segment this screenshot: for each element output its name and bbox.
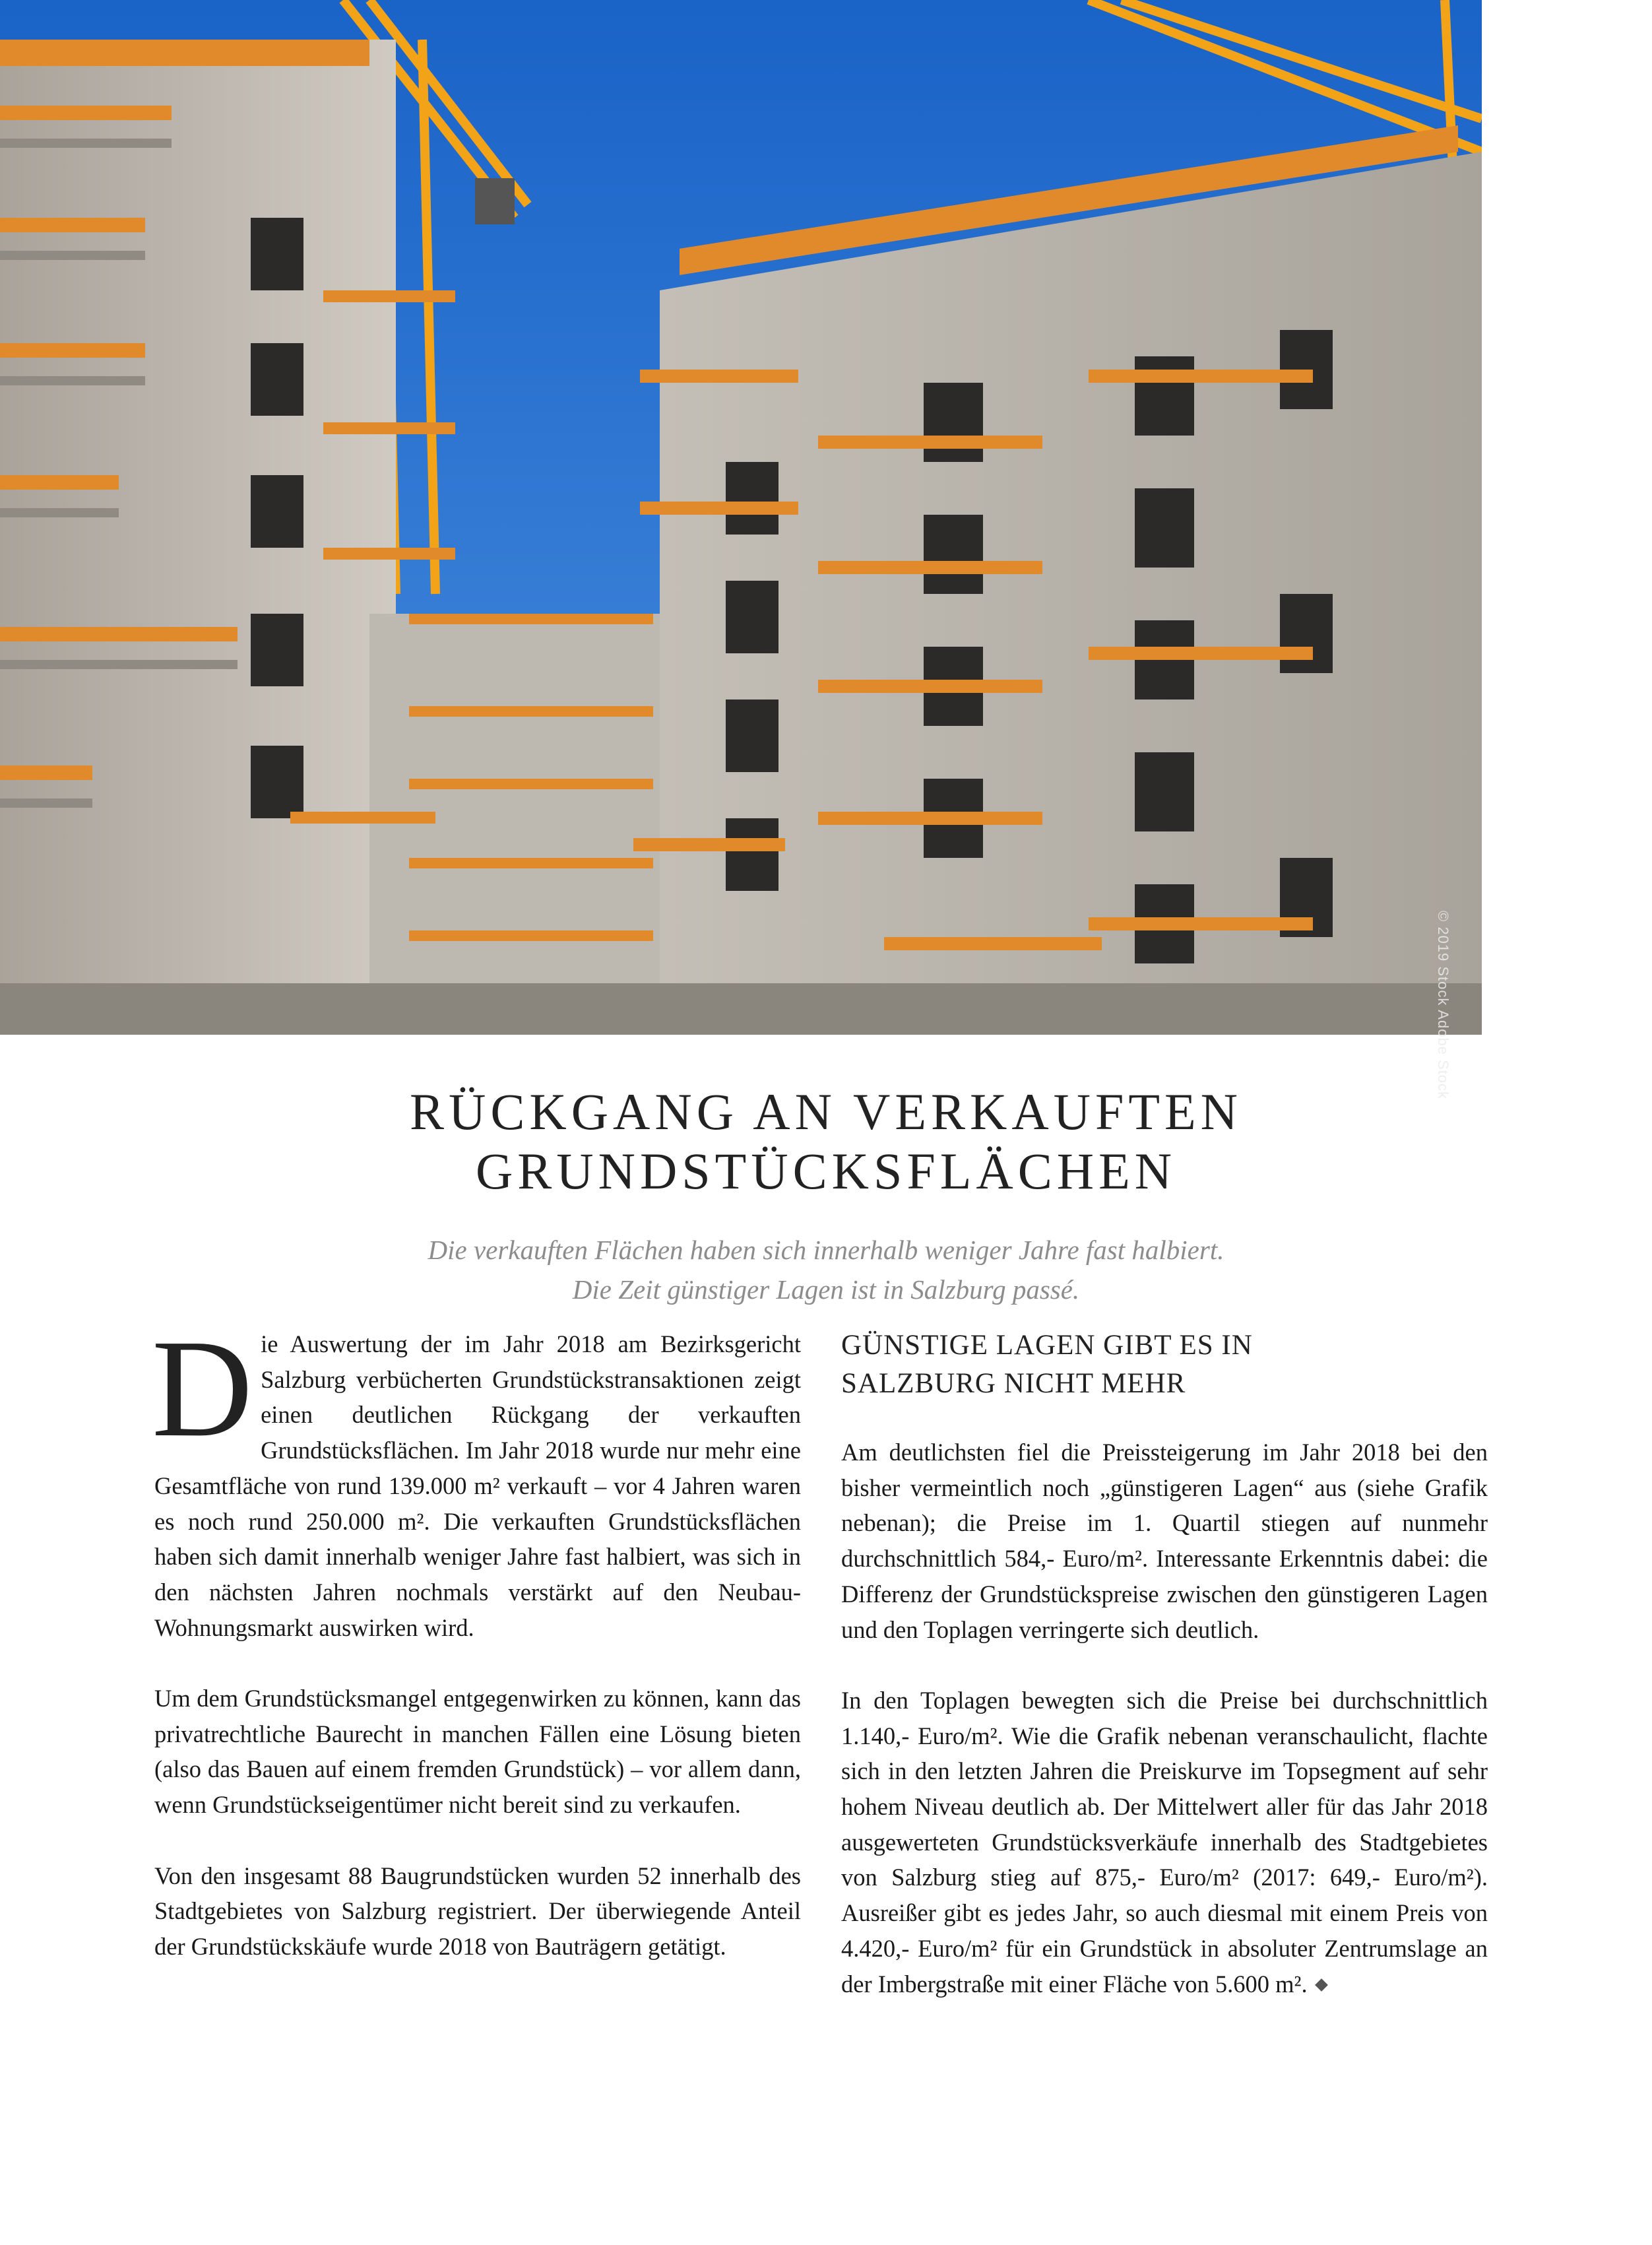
left-paragraph-3: Von den insgesamt 88 Baugrundstücken wurden 52 innerhalb des Stadtgebietes von Salzburg registriert. Der überwiegende Anteil der Grundstückskäufe wurde 2018 von Bauträgern getätigt. [154,1862,801,1960]
left-paragraph-2: Um dem Grundstücksmangel entgegenwirken zu können, kann das privatrechtliche Baurecht in manchen Fällen eine Lösung bieten (also das Bauen auf einem fremden Grundstück) – vor allem dann, wenn Grundstückseigentümer nicht bereit sind zu verkaufen. [154,1685,801,1819]
subtitle-line-2: Die Zeit günstiger Lagen ist in Salzburg passé. [572,1274,1080,1305]
building-left [0,40,396,1035]
section-heading-line-1: GÜNSTIGE LAGEN GIBT ES IN [841,1330,1253,1361]
crane-hook-block [475,178,515,224]
photo-credit: © 2019 Stock Adobe Stock [1435,911,1451,1100]
article-subtitle [0,1230,1652,1309]
article-title-line-1: RÜCKGANG AN VERKAUFTEN [410,1083,1242,1140]
right-column [841,1326,1488,2001]
left-paragraph-1 [152,1311,801,1645]
right-paragraph-2 [841,1683,1488,2001]
building-middle [369,614,660,1035]
drop-cap: D [152,1311,253,1466]
article-header [0,1082,1652,1309]
right-paragraph-2-text: In den Toplagen bewegten sich die Preise bei durchschnittlich 1.140,- Euro/m². Wie die Grafik nebenan veranschaulicht, flachte sich in den letzten Jahren die Preiskurve im Topsegment auf sehr hohem Niveau deutlich ab. Der Mittelwert aller für das Jahr 2018 ausgewerteten Grundstücksverkäufe innerhalb des Stadtgebietes von Salzburg stieg auf 875,- Euro/m² (2017: 649,- Euro/m²). Ausreißer gibt es jedes Jahr, so auch diesmal mit einem Preis von 4.420,- Euro/m² für ein Grundstück in absoluter Zentrumslage an der Imbergstraße mit einer Fläche von 5.600 m². [841,1686,1488,1998]
right-paragraph-1: Am deutlichsten fiel die Preissteigerung im Jahr 2018 bei den bisher vermeintlich noch „günstigeren Lagen“ aus (siehe Grafik nebenan); die Preise im 1. Quartil stiegen auf nunmehr durchschnittlich 584,- Euro/m². Interessante Erkenntnis dabei: die Differenz der Grundstückspreise zwischen den günstigeren Lagen und den Toplagen verringerte sich deutlich. [841,1439,1488,1643]
left-column [152,1311,801,1965]
hero-photo [0,0,1482,1035]
diamond-end-mark-icon [1315,1978,1328,1992]
section-heading-line-2: SALZBURG NICHT MEHR [841,1368,1186,1399]
section-heading [841,1326,1488,1403]
construction-site-illustration [0,0,1482,1035]
ground [0,983,1482,1035]
subtitle-line-1: Die verkauften Flächen haben sich innerhalb weniger Jahre fast halbiert. [428,1235,1224,1265]
left-paragraph-1-text: ie Auswertung der im Jahr 2018 am Bezirksgericht Salzburg verbücherten Grundstückstransaktionen zeigt einen deutlichen Rückgang der verkauften Grundstücksflächen. Im Jahr 2018 wurde nur mehr eine Gesamtfläche von rund 139.000 m² verkauft – vor 4 Jahren waren es noch rund 250.000 m². Die verkauften Grundstücksflächen haben sich damit innerhalb weniger Jahre fast halbiert, was sich in den nächsten Jahren nochmals verstärkt auf den Neubau-Wohnungsmarkt auswirken wird. [154,1330,801,1641]
article-title-line-2: GRUNDSTÜCKSFLÄCHEN [475,1142,1177,1200]
